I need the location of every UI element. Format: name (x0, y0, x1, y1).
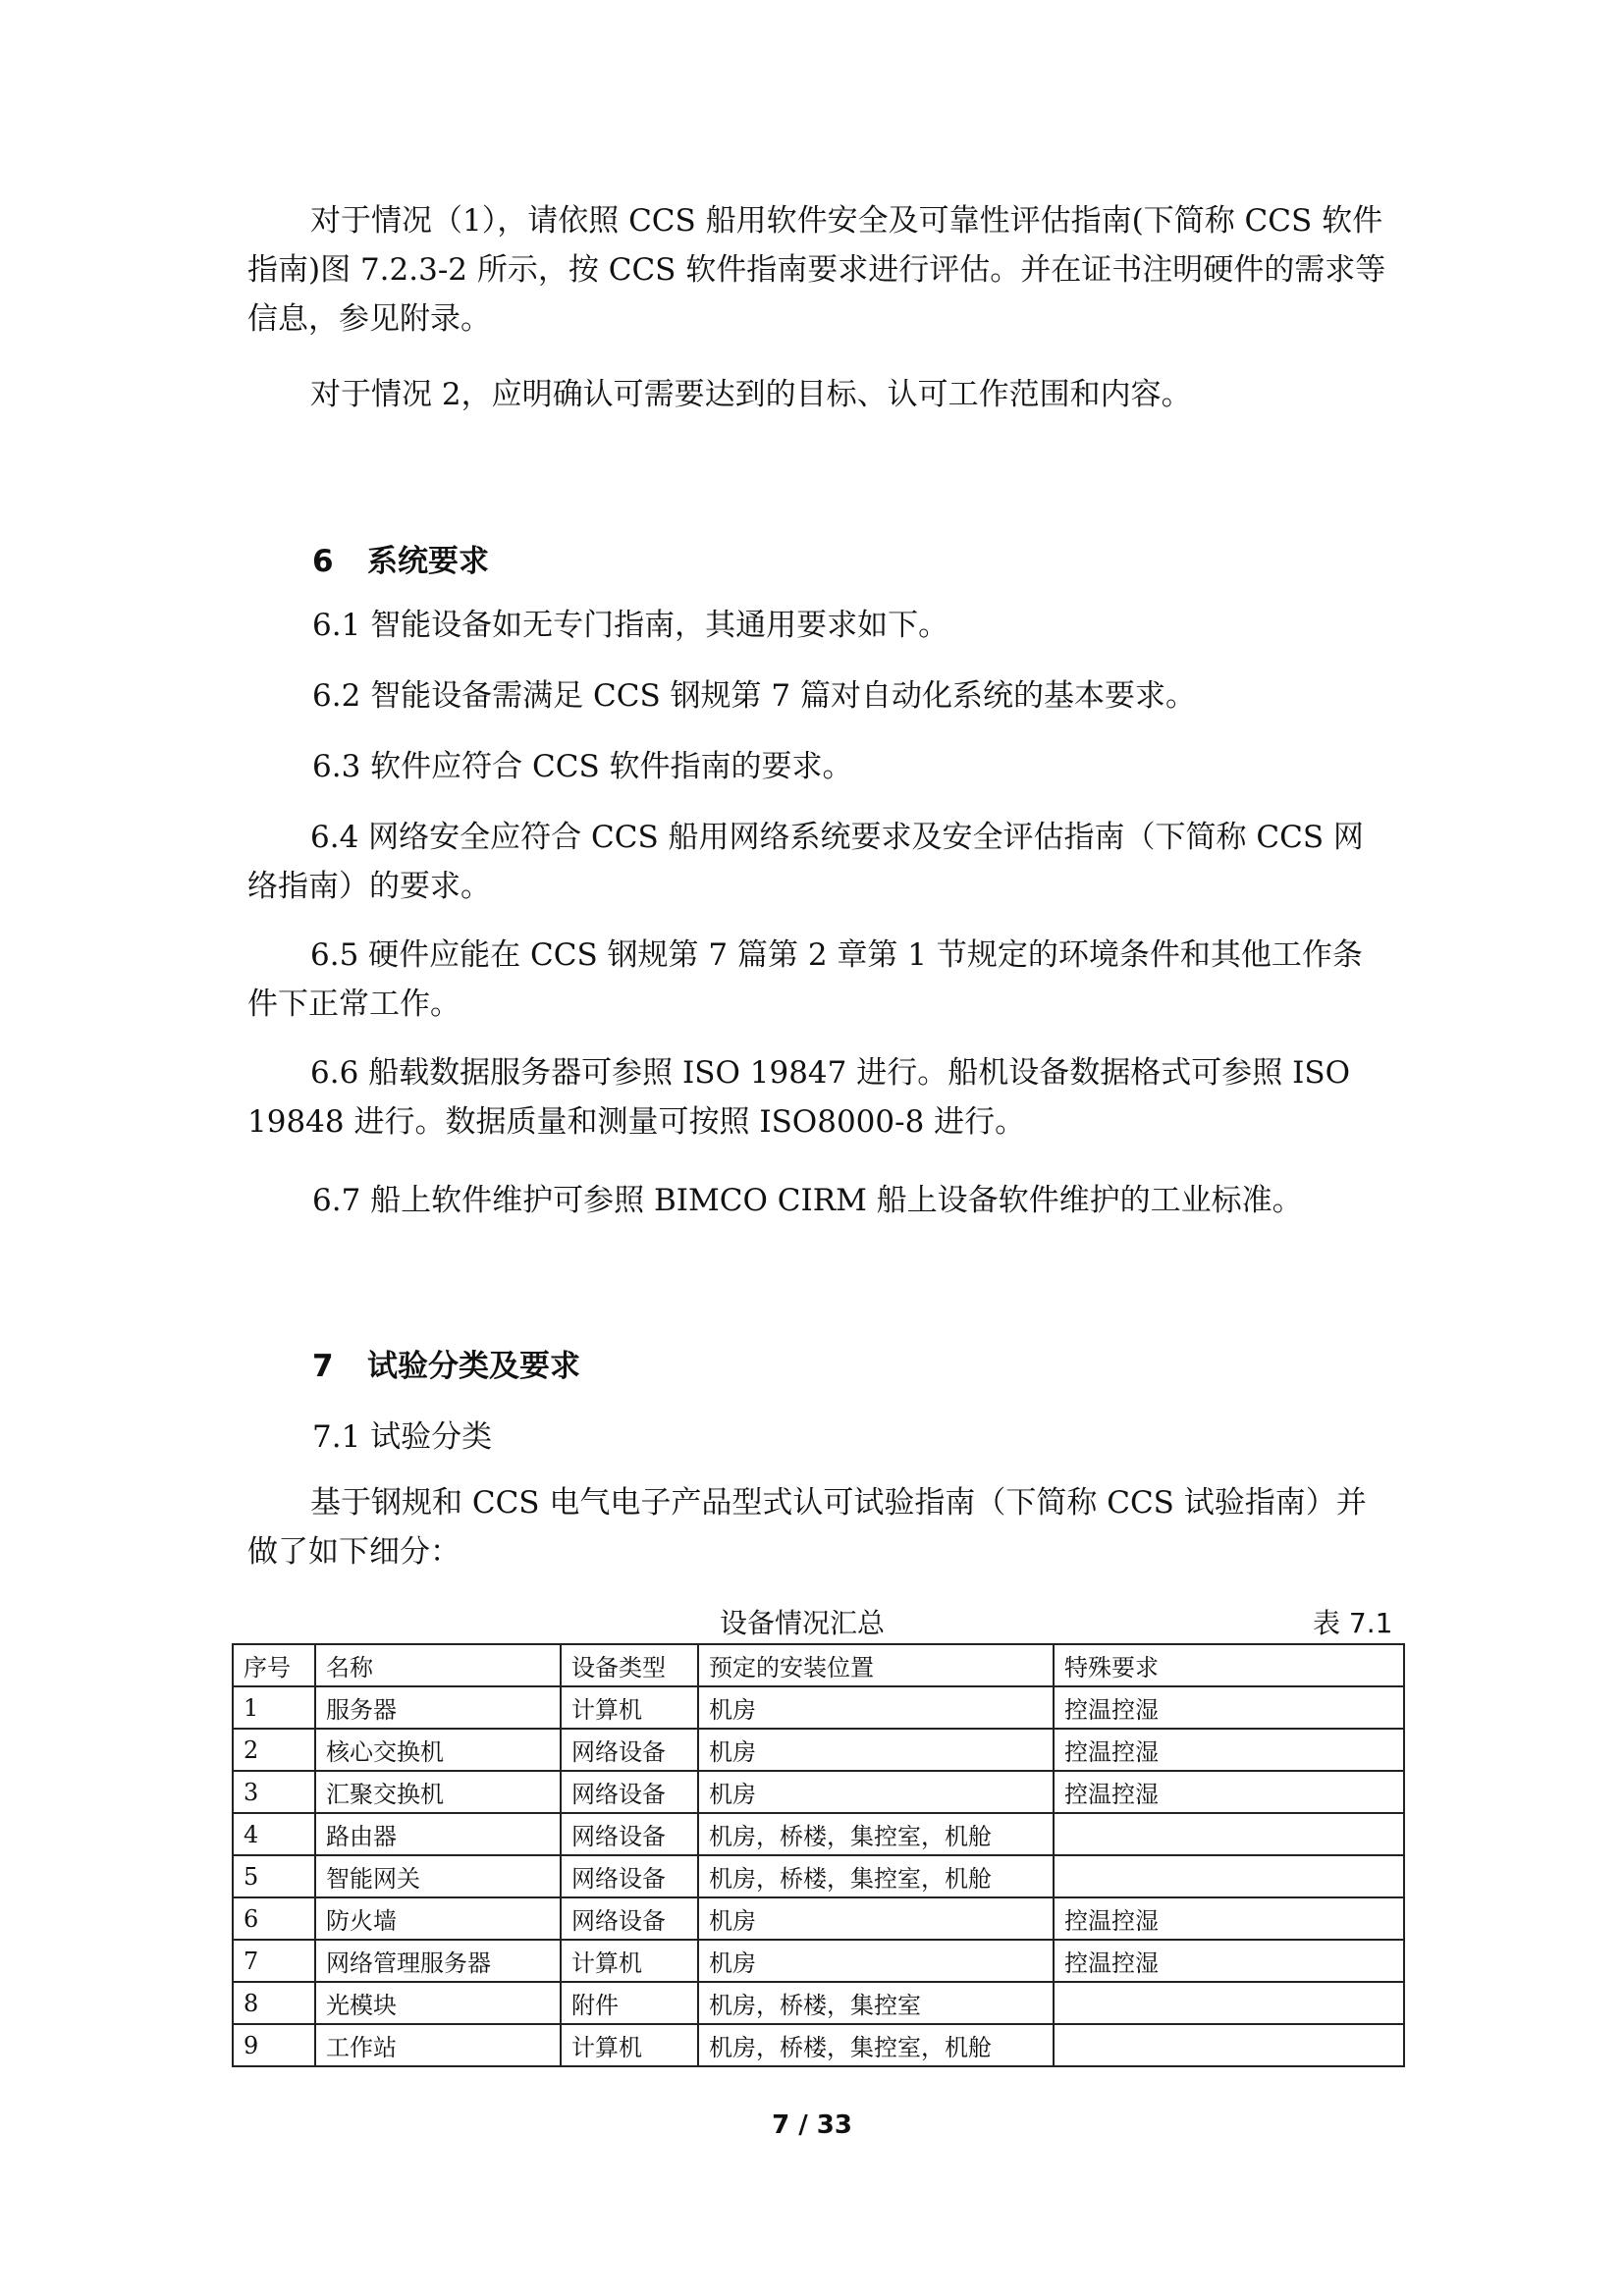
intro-paragraph-1: 对于情况（1），请依照 CCS 船用软件安全及可靠性评估指南(下简称 CCS 软件指南)图 7.2.3-2 所示，按 CCS 软件指南要求进行评估。并在证书注明硬件的需求等信息，参见附录。 (247, 203, 1386, 337)
cell-location: 机房 (698, 1686, 1054, 1729)
cell-name: 核心交换机 (315, 1729, 561, 1771)
cell-requirement: 控温控湿 (1054, 1729, 1404, 1771)
header-name: 名称 (315, 1644, 561, 1686)
item-6-4: 6.4 网络安全应符合 CCS 船用网络系统要求及安全评估指南（下简称 CCS 网络指南）的要求。 (247, 820, 1364, 904)
section-7-heading (312, 1341, 580, 1385)
header-index: 序号 (233, 1644, 315, 1686)
cell-type: 网络设备 (561, 1813, 698, 1855)
cell-type: 计算机 (561, 1686, 698, 1729)
table-row (233, 2024, 1404, 2066)
cell-location: 机房 (698, 1897, 1054, 1940)
cell-index: 8 (233, 1982, 315, 2024)
cell-name: 汇聚交换机 (315, 1771, 561, 1813)
cell-index: 9 (233, 2024, 315, 2066)
item-6-1: 6.1 智能设备如无专门指南，其通用要求如下。 (312, 608, 949, 643)
equipment-summary-table (232, 1643, 1405, 2067)
item-6-6: 6.6 船载数据服务器可参照 ISO 19847 进行。船机设备数据格式可参照 ISO 19848 进行。数据质量和测量可按照 ISO8000-8 进行。 (247, 1055, 1350, 1140)
cell-index: 7 (233, 1940, 315, 1982)
cell-index: 6 (233, 1897, 315, 1940)
cell-index: 5 (233, 1855, 315, 1897)
cell-name: 光模块 (315, 1982, 561, 2024)
table-row (233, 1729, 1404, 1771)
cell-index: 3 (233, 1771, 315, 1813)
header-requirement: 特殊要求 (1054, 1644, 1404, 1686)
cell-index: 4 (233, 1813, 315, 1855)
cell-requirement (1054, 1982, 1404, 2024)
section-6-number: 6 (312, 544, 334, 579)
table-header-row (233, 1644, 1404, 1686)
cell-requirement (1054, 1855, 1404, 1897)
cell-requirement (1054, 1813, 1404, 1855)
cell-name: 网络管理服务器 (315, 1940, 561, 1982)
cell-type: 网络设备 (561, 1855, 698, 1897)
subsection-7-1: 7.1 试验分类 (312, 1419, 493, 1455)
table-row (233, 1686, 1404, 1729)
table-title: 设备情况汇总 (720, 1607, 886, 1639)
cell-index: 2 (233, 1729, 315, 1771)
cell-type: 网络设备 (561, 1897, 698, 1940)
cell-name: 防火墙 (315, 1897, 561, 1940)
cell-requirement: 控温控湿 (1054, 1686, 1404, 1729)
table-label: 表 7.1 (1313, 1607, 1393, 1639)
section-7-number: 7 (312, 1349, 334, 1384)
cell-requirement: 控温控湿 (1054, 1940, 1404, 1982)
table-row (233, 1940, 1404, 1982)
header-location: 预定的安装位置 (698, 1644, 1054, 1686)
cell-location: 机房 (698, 1771, 1054, 1813)
cell-location: 机房，桥楼，集控室，机舱 (698, 1813, 1054, 1855)
item-6-3: 6.3 软件应符合 CCS 软件指南的要求。 (312, 749, 853, 784)
table-row (233, 1855, 1404, 1897)
cell-name: 智能网关 (315, 1855, 561, 1897)
page-number: 7 / 33 (772, 2110, 852, 2140)
cell-requirement: 控温控湿 (1054, 1771, 1404, 1813)
cell-type: 网络设备 (561, 1771, 698, 1813)
section-7-body: 基于钢规和 CCS 电气电子产品型式认可试验指南（下简称 CCS 试验指南）并做了如下细分： (247, 1485, 1367, 1570)
section-6-heading (312, 536, 489, 580)
cell-name: 路由器 (315, 1813, 561, 1855)
table-row (233, 1982, 1404, 2024)
cell-name: 服务器 (315, 1686, 561, 1729)
cell-location: 机房 (698, 1940, 1054, 1982)
cell-type: 计算机 (561, 1940, 698, 1982)
item-6-2: 6.2 智能设备需满足 CCS 钢规第 7 篇对自动化系统的基本要求。 (312, 678, 1196, 714)
intro-paragraph-2: 对于情况 2，应明确认可需要达到的目标、认可工作范围和内容。 (310, 377, 1192, 412)
cell-location: 机房，桥楼，集控室，机舱 (698, 2024, 1054, 2066)
section-7-title: 试验分类及要求 (367, 1349, 580, 1384)
cell-location: 机房，桥楼，集控室 (698, 1982, 1054, 2024)
cell-name: 工作站 (315, 2024, 561, 2066)
item-6-5: 6.5 硬件应能在 CCS 钢规第 7 篇第 2 章第 1 节规定的环境条件和其他工作条件下正常工作。 (247, 937, 1363, 1022)
table-row (233, 1897, 1404, 1940)
item-6-7: 6.7 船上软件维护可参照 BIMCO CIRM 船上设备软件维护的工业标准。 (312, 1183, 1303, 1218)
cell-requirement (1054, 2024, 1404, 2066)
cell-location: 机房 (698, 1729, 1054, 1771)
header-type: 设备类型 (561, 1644, 698, 1686)
table-row (233, 1813, 1404, 1855)
cell-type: 附件 (561, 1982, 698, 2024)
cell-type: 网络设备 (561, 1729, 698, 1771)
table-row (233, 1771, 1404, 1813)
section-6-title: 系统要求 (367, 544, 489, 579)
cell-index: 1 (233, 1686, 315, 1729)
cell-requirement: 控温控湿 (1054, 1897, 1404, 1940)
cell-location: 机房，桥楼，集控室，机舱 (698, 1855, 1054, 1897)
cell-type: 计算机 (561, 2024, 698, 2066)
